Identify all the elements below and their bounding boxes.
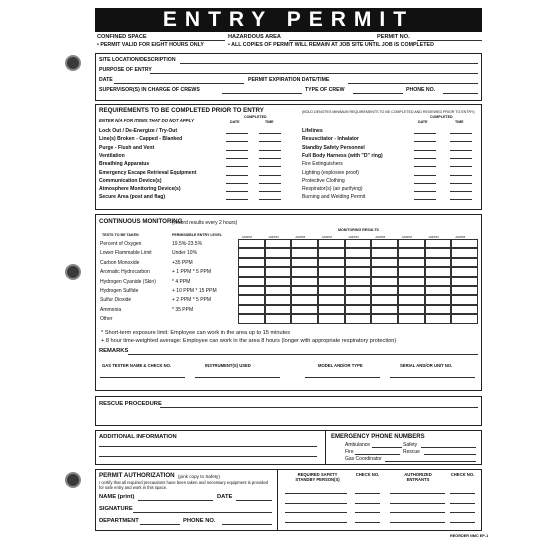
result-cell[interactable] — [265, 248, 292, 257]
standby-col2: CHECK NO. — [355, 472, 380, 477]
requirement-item-left: Line(s) Broken - Capped - Blanked — [99, 136, 183, 143]
requirement-item-left: Secure Area (post and flag) — [99, 194, 166, 201]
rescue-field[interactable] — [160, 407, 478, 408]
hazardous-area-label: HAZARDOUS AREA — [228, 34, 281, 40]
test-name: Other — [100, 316, 113, 323]
requirement-date-field[interactable] — [226, 166, 248, 167]
requirement-time-field[interactable] — [450, 183, 472, 184]
requirement-item-right: Full Body Harness (with "D" ring) — [302, 152, 383, 159]
copies-note: • ALL COPIES OF PERMIT WILL REMAIN AT JOB SITE UNTIL JOB IS COMPLETED — [228, 42, 434, 48]
department-label: DEPARTMENT — [99, 518, 139, 524]
requirement-time-field[interactable] — [450, 166, 472, 167]
result-cell[interactable] — [398, 239, 425, 248]
monitoring-results-label: MONITORING RESULTS — [338, 228, 379, 232]
ambulance-field[interactable] — [372, 447, 402, 448]
result-cell[interactable] — [425, 295, 452, 304]
entrant-check-field[interactable] — [450, 522, 475, 523]
result-cell[interactable] — [371, 239, 398, 248]
date-field[interactable] — [114, 83, 244, 84]
standby-col4: CHECK NO. — [450, 472, 475, 477]
result-cell[interactable] — [451, 314, 478, 323]
requirement-time-field[interactable] — [259, 133, 281, 134]
time-header: AM/PM — [402, 235, 412, 239]
entrant-check-field[interactable] — [450, 512, 475, 513]
auth-name-label: NAME (print) — [99, 494, 135, 500]
test-name: Aromatic Hydrocarbon — [100, 269, 150, 276]
requirement-item-right: Burning and Welding Permit — [302, 194, 366, 201]
gas-coordinator-label: Gas Coordinator — [345, 456, 382, 462]
requirement-date-field[interactable] — [226, 158, 248, 159]
authorization-note: (pink copy to Safety) — [178, 474, 220, 479]
requirement-item-left: Emergency Escape Retrieval Equipment — [99, 169, 197, 176]
standby-check-field[interactable] — [355, 512, 380, 513]
result-cell[interactable] — [451, 258, 478, 267]
result-cell[interactable] — [265, 267, 292, 276]
requirement-date-field[interactable] — [226, 175, 248, 176]
result-cell[interactable] — [318, 286, 345, 295]
additional-field-1[interactable] — [99, 446, 317, 447]
result-cell[interactable] — [265, 277, 292, 286]
time-header: AM/PM — [242, 235, 252, 239]
hazardous-area-field[interactable] — [289, 40, 374, 41]
additional-field-2[interactable] — [99, 456, 317, 457]
result-cell[interactable] — [238, 248, 265, 257]
entry-level: * 4 PPM — [172, 278, 191, 285]
site-location-field[interactable] — [180, 63, 478, 64]
date-col-left: DATE — [230, 120, 240, 124]
result-cell[interactable] — [398, 258, 425, 267]
requirement-date-field[interactable] — [414, 133, 436, 134]
date-col-right: DATE — [418, 120, 428, 124]
time-header: AM/PM — [295, 235, 306, 239]
footnote-short-term: * Short-term exposure limit: Employee can work in the area up to 15 minutes — [101, 330, 291, 336]
serial-label: SERIAL AND/OR UNIT NO. — [400, 363, 453, 368]
requirement-item-right: Lighting (explosive proof) — [302, 169, 359, 176]
result-cell[interactable] — [291, 305, 318, 314]
emergency-title: EMERGENCY PHONE NUMBERS — [331, 434, 425, 440]
entrant-field[interactable] — [390, 512, 445, 513]
remarks-label: REMARKS — [99, 348, 129, 354]
result-cell[interactable] — [238, 277, 265, 286]
fire-field[interactable] — [355, 454, 400, 455]
standby-person-field[interactable] — [285, 522, 347, 523]
result-cell[interactable] — [291, 239, 318, 248]
requirement-time-field[interactable] — [259, 141, 281, 142]
model-label: MODEL AND/OR TYPE — [318, 363, 363, 368]
result-cell[interactable] — [398, 277, 425, 286]
additional-label: ADDITIONAL INFORMATION — [99, 434, 177, 440]
title-banner — [95, 8, 482, 32]
gas-tester-field[interactable] — [100, 377, 185, 378]
requirement-time-field[interactable] — [259, 166, 281, 167]
page-title: ENTRY PERMIT — [162, 8, 415, 31]
requirement-date-field[interactable] — [226, 133, 248, 134]
test-name: Hydrogen Cyanide (Skin) — [100, 278, 156, 285]
standby-col1: REQUIRED SAFETY STANDBY PERSON(S) — [295, 472, 340, 482]
standby-col3: AUTHORIZED ENTRANTS — [404, 472, 432, 482]
result-cell[interactable] — [318, 305, 345, 314]
standby-check-field[interactable] — [355, 522, 380, 523]
requirement-item-right: Resuscitator - Inhalator — [302, 136, 359, 143]
footnote-twa: + 8 hour time-weighted average: Employee can work in the area 8 hours (longer with appropriate respiratory protection) — [101, 338, 397, 344]
requirement-item-left: Communication Device(s) — [99, 177, 162, 184]
entrant-check-field[interactable] — [450, 503, 475, 504]
result-cell[interactable] — [318, 277, 345, 286]
entrant-field[interactable] — [390, 493, 445, 494]
entry-level: 19.5%-23.5% — [172, 241, 203, 247]
requirement-time-field[interactable] — [259, 183, 281, 184]
supervisors-field[interactable] — [222, 93, 302, 94]
binder-hole-bottom — [65, 472, 81, 488]
test-name: Sulfur Dioxide — [100, 297, 132, 304]
result-cell[interactable] — [398, 295, 425, 304]
result-cell[interactable] — [291, 277, 318, 286]
result-cell[interactable] — [291, 314, 318, 323]
result-cell[interactable] — [451, 305, 478, 314]
time-header: AM/PM — [375, 235, 386, 239]
authorization-title: PERMIT AUTHORIZATION — [99, 472, 175, 479]
result-cell[interactable] — [265, 295, 292, 304]
requirement-time-field[interactable] — [450, 158, 472, 159]
result-cell[interactable] — [398, 286, 425, 295]
monitoring-subtitle: (record results every 2 hours) — [172, 220, 238, 226]
remarks-field[interactable] — [128, 354, 478, 355]
standby-check-field[interactable] — [355, 493, 380, 494]
result-cell[interactable] — [371, 286, 398, 295]
requirement-time-field[interactable] — [450, 150, 472, 151]
result-cell[interactable] — [238, 239, 265, 248]
result-cell[interactable] — [291, 248, 318, 257]
signature-label: SIGNATURE — [99, 506, 133, 512]
requirement-time-field[interactable] — [450, 175, 472, 176]
result-cell[interactable] — [318, 258, 345, 267]
time-header: AM/PM — [322, 235, 332, 239]
department-field[interactable] — [140, 524, 180, 525]
result-cell[interactable] — [451, 239, 478, 248]
result-cell[interactable] — [238, 305, 265, 314]
result-cell[interactable] — [345, 314, 372, 323]
auth-phone-field[interactable] — [222, 524, 272, 525]
standby-check-field[interactable] — [355, 503, 380, 504]
test-name: Ammonia — [100, 306, 122, 313]
test-name: Percent of Oxygen — [100, 241, 142, 247]
entry-level: + 10 PPM * 15 PPM — [172, 288, 217, 294]
crew-type-field[interactable] — [353, 93, 403, 94]
requirement-time-field[interactable] — [259, 191, 281, 192]
requirement-item-right: Protective Clothing — [302, 177, 345, 184]
result-cell[interactable] — [238, 314, 265, 323]
reorder-code: REORDER NMC EP-1 — [450, 534, 489, 538]
result-cell[interactable] — [238, 286, 265, 295]
requirement-item-left: Lock Out / De-Energize / Try-Out — [99, 128, 178, 134]
time-header: AM/PM — [268, 235, 279, 239]
result-cell[interactable] — [371, 314, 398, 323]
site-location-label: SITE LOCATION/DESCRIPTION — [99, 57, 176, 63]
requirement-date-field[interactable] — [226, 191, 248, 192]
safety-field[interactable] — [421, 447, 476, 448]
result-cell[interactable] — [265, 286, 292, 295]
entry-level: Under 10% — [172, 250, 198, 257]
result-cell[interactable] — [451, 295, 478, 304]
signature-field[interactable] — [133, 512, 272, 513]
result-cell[interactable] — [398, 267, 425, 276]
result-cell[interactable] — [345, 239, 372, 248]
binder-hole-top — [65, 55, 81, 71]
result-cell[interactable] — [451, 277, 478, 286]
requirement-time-field[interactable] — [450, 191, 472, 192]
time-header: AM/PM — [455, 235, 466, 239]
requirements-title: REQUIREMENTS TO BE COMPLETED PRIOR TO ENTRY — [99, 107, 264, 114]
result-cell[interactable] — [265, 305, 292, 314]
result-cell[interactable] — [371, 267, 398, 276]
entry-level: * 35 PPM — [172, 306, 194, 313]
serial-field[interactable] — [390, 377, 475, 378]
result-cell[interactable] — [451, 286, 478, 295]
date-label: DATE — [99, 77, 113, 83]
result-cell[interactable] — [345, 295, 372, 304]
result-cell[interactable] — [398, 305, 425, 314]
enter-na-note: ENTER N/A FOR ITEMS THAT DO NOT APPLY — [99, 118, 194, 123]
phone-label: PHONE NO. — [406, 87, 436, 93]
result-cell[interactable] — [238, 267, 265, 276]
result-cell[interactable] — [451, 248, 478, 257]
result-cell[interactable] — [371, 295, 398, 304]
requirement-item-right: Standby Safety Personnel — [302, 144, 365, 151]
result-cell[interactable] — [265, 258, 292, 267]
requirement-date-field[interactable] — [226, 183, 248, 184]
result-cell[interactable] — [425, 248, 452, 257]
result-cell[interactable] — [425, 267, 452, 276]
requirement-date-field[interactable] — [414, 150, 436, 151]
result-cell[interactable] — [345, 286, 372, 295]
result-cell[interactable] — [265, 239, 292, 248]
result-cell[interactable] — [371, 248, 398, 257]
entry-level: +35 PPM — [172, 259, 193, 266]
result-cell[interactable] — [371, 277, 398, 286]
requirement-time-field[interactable] — [259, 199, 281, 200]
result-cell[interactable] — [291, 286, 318, 295]
requirement-item-right: Respirator(s) (air purifying) — [302, 186, 363, 193]
result-cell[interactable] — [318, 239, 345, 248]
result-cell[interactable] — [425, 305, 452, 314]
result-cell[interactable] — [425, 314, 452, 323]
test-name: Lower Flammable Limit — [100, 250, 152, 257]
requirement-date-field[interactable] — [226, 150, 248, 151]
requirement-item-left: Atmosphere Monitoring Device(s) — [99, 186, 181, 193]
entrant-field[interactable] — [390, 503, 445, 504]
result-cell[interactable] — [238, 258, 265, 267]
requirement-time-field[interactable] — [259, 175, 281, 176]
result-cell[interactable] — [291, 295, 318, 304]
auth-name-field[interactable] — [138, 500, 213, 501]
requirement-date-field[interactable] — [414, 175, 436, 176]
entrant-check-field[interactable] — [450, 493, 475, 494]
requirement-time-field[interactable] — [259, 150, 281, 151]
fire-label: Fire — [345, 449, 354, 455]
rescue-phone-label: Rescue — [403, 449, 420, 455]
completed-label-left: COMPLETED — [244, 115, 267, 119]
standby-person-field[interactable] — [285, 503, 347, 504]
supervisors-label: SUPERVISOR(S) IN CHARGE OF CREWS — [99, 87, 200, 93]
instruments-field[interactable] — [195, 377, 280, 378]
requirement-date-field[interactable] — [226, 141, 248, 142]
entry-level: + 1 PPM * 5 PPM — [172, 269, 212, 276]
time-header: AM/PM — [428, 235, 439, 239]
requirement-item-right: Fire Extinguishers — [302, 161, 343, 168]
purpose-label: PURPOSE OF ENTRY — [99, 67, 152, 73]
result-cell[interactable] — [345, 258, 372, 267]
level-col-header: PERMISSIBLE ENTRY LEVEL — [172, 233, 222, 237]
auth-phone-label: PHONE NO. — [183, 518, 216, 524]
entrant-field[interactable] — [390, 522, 445, 523]
result-cell[interactable] — [318, 295, 345, 304]
expiration-field[interactable] — [348, 83, 478, 84]
requirement-time-field[interactable] — [450, 133, 472, 134]
standby-person-field[interactable] — [285, 493, 347, 494]
result-cell[interactable] — [318, 314, 345, 323]
confined-space-label: CONFINED SPACE — [97, 34, 147, 40]
test-name: Hydrogen Sulfide — [100, 288, 139, 294]
requirement-time-field[interactable] — [259, 158, 281, 159]
time-col-right: TIME — [455, 120, 464, 124]
requirement-date-field[interactable] — [414, 166, 436, 167]
result-cell[interactable] — [345, 248, 372, 257]
permit-no-field[interactable] — [417, 40, 482, 41]
result-cell[interactable] — [238, 295, 265, 304]
time-header: AM/PM — [348, 235, 359, 239]
safety-label: Safety — [403, 442, 418, 448]
valid-note: • PERMIT VALID FOR EIGHT HOURS ONLY — [97, 42, 204, 48]
result-cell[interactable] — [345, 277, 372, 286]
phone-field[interactable] — [443, 93, 478, 94]
result-cell[interactable] — [345, 305, 372, 314]
permit-no-label: PERMIT NO. — [377, 34, 410, 40]
result-cell[interactable] — [425, 239, 452, 248]
binder-hole-middle — [65, 264, 81, 280]
result-cell[interactable] — [291, 267, 318, 276]
result-cell[interactable] — [371, 258, 398, 267]
ambulance-label: Ambulance — [345, 442, 371, 448]
result-cell[interactable] — [371, 305, 398, 314]
rescue-label: RESCUE PROCEDURE — [99, 401, 162, 407]
requirements-note: (BOLD DENOTES MINIMUM REQUIREMENTS TO BE COMPLETED AND REVIEWED PRIOR TO ENTRY) — [302, 110, 475, 114]
expiration-label: PERMIT EXPIRATION DATE/TIME — [248, 77, 330, 83]
result-cell[interactable] — [425, 286, 452, 295]
requirement-date-field[interactable] — [414, 183, 436, 184]
requirement-item-left: Purge - Flush and Vent — [99, 144, 155, 151]
entry-level: + 2 PPM * 5 PPM — [172, 297, 212, 304]
requirement-time-field[interactable] — [450, 141, 472, 142]
tests-col-header: TESTS TO BE TAKEN — [102, 233, 139, 237]
rescue-phone-field[interactable] — [424, 454, 476, 455]
time-col-left: TIME — [265, 120, 274, 124]
test-name: Carbon Monoxide — [100, 259, 140, 266]
monitoring-title: CONTINUOUS MONITORING — [99, 218, 183, 225]
gas-coordinator-field[interactable] — [385, 461, 476, 462]
gas-tester-label: GAS TESTER NAME & CHECK NO. — [102, 363, 172, 368]
result-cell[interactable] — [291, 258, 318, 267]
standby-person-field[interactable] — [285, 512, 347, 513]
auth-date-label: DATE — [217, 494, 233, 500]
crew-type-label: TYPE OF CREW — [305, 87, 345, 93]
result-cell[interactable] — [425, 277, 452, 286]
result-cell[interactable] — [318, 248, 345, 257]
confined-space-field[interactable] — [160, 40, 225, 41]
result-cell[interactable] — [265, 314, 292, 323]
requirement-date-field[interactable] — [226, 199, 248, 200]
result-cell[interactable] — [451, 267, 478, 276]
instruments-label: INSTRUMENT(S) USED — [205, 363, 251, 368]
requirement-date-field[interactable] — [414, 141, 436, 142]
purpose-field[interactable] — [150, 73, 478, 74]
requirement-item-right: Lifelines — [302, 128, 323, 134]
requirement-item-left: Breathing Apparatus — [99, 161, 150, 168]
requirement-date-field[interactable] — [414, 199, 436, 200]
requirement-item-left: Ventilation — [99, 152, 125, 159]
result-cell[interactable] — [345, 267, 372, 276]
result-cell[interactable] — [398, 314, 425, 323]
model-field[interactable] — [305, 377, 380, 378]
completed-label-right: COMPLETED — [430, 115, 453, 119]
result-cell[interactable] — [398, 248, 425, 257]
result-cell[interactable] — [425, 258, 452, 267]
auth-date-field[interactable] — [236, 500, 272, 501]
certify-text: I certify that all required precautions have been taken and necessary equipment is provided for safe entry and work in this space. — [99, 480, 268, 490]
requirement-date-field[interactable] — [414, 191, 436, 192]
result-cell[interactable] — [318, 267, 345, 276]
requirement-date-field[interactable] — [414, 158, 436, 159]
requirement-time-field[interactable] — [450, 199, 472, 200]
